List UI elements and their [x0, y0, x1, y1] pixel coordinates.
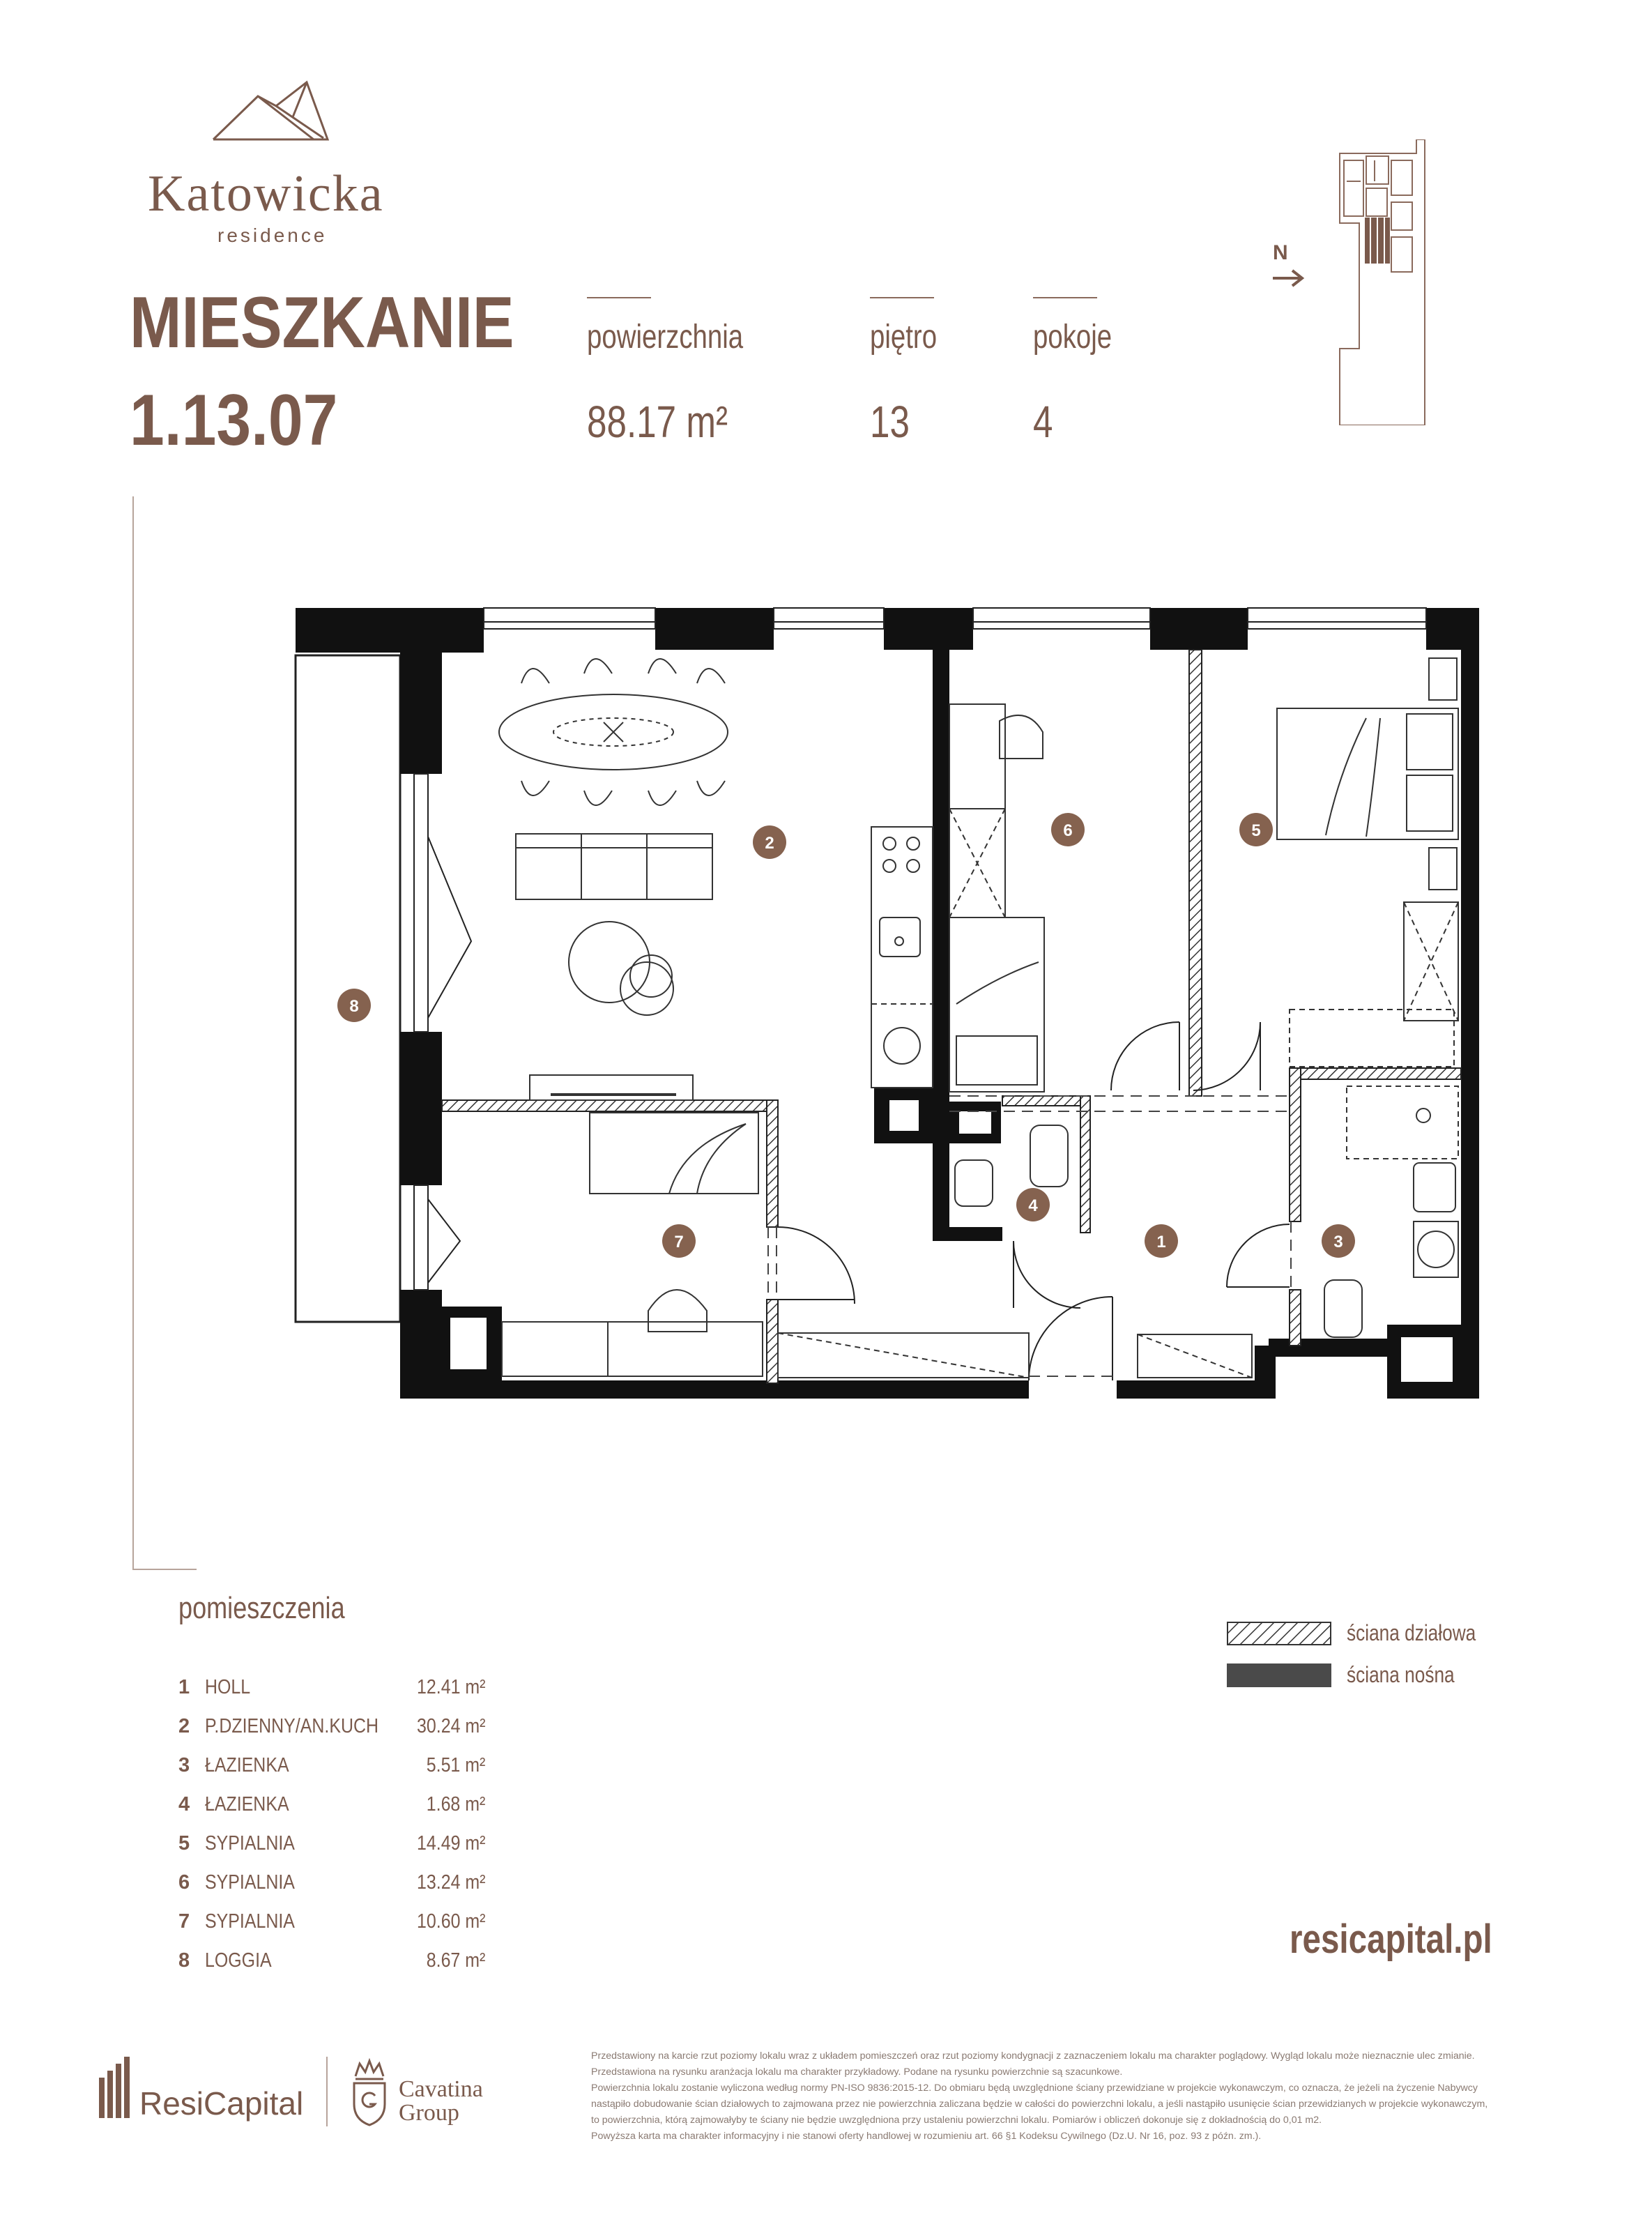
stat-divider	[870, 297, 934, 298]
room-row: 5 SYPIALNIA 14.49 m²	[178, 1832, 485, 1855]
brand-subtitle: residence	[217, 224, 328, 246]
svg-text:1: 1	[1156, 1233, 1166, 1251]
resicapital-logo: ResiCapital	[139, 2085, 304, 2122]
svg-text:8: 8	[349, 997, 359, 1016]
svg-text:7: 7	[674, 1233, 684, 1251]
resicapital-logo-icon	[98, 2057, 132, 2119]
svg-text:5: 5	[1251, 821, 1261, 840]
stat-floor-value: 13	[870, 397, 910, 447]
plan-label-8	[337, 989, 371, 1022]
room-row: 6 SYPIALNIA 13.24 m²	[178, 1871, 485, 1894]
svg-text:6: 6	[1063, 821, 1073, 840]
key-plan	[1333, 139, 1430, 425]
stat-rooms-value: 4	[1033, 397, 1053, 447]
cavatina-logo-line2: Group	[399, 2100, 459, 2126]
disclaimer-line: Powyższa karta ma charakter informacyjny i nie stanowi oferty handlowej w rozumieniu art. 66 §1 Kodeksu Cywilnego (Dz.U. Nr 16, poz. 93 z późn. zm.).	[591, 2131, 1262, 2142]
disclaimer	[591, 2048, 1490, 2145]
footer-divider	[326, 2057, 328, 2126]
cavatina-logo	[399, 2078, 483, 2125]
guide-line-vertical	[132, 496, 134, 1569]
legend-bearing-swatch	[1227, 1663, 1331, 1687]
plan-label-2	[753, 825, 786, 859]
room-row: 3 ŁAZIENKA 5.51 m²	[178, 1754, 485, 1776]
svg-text:4: 4	[1028, 1196, 1038, 1215]
website-link[interactable]: resicapital.pl	[1290, 1917, 1492, 1962]
brand-mountain-icon	[209, 77, 335, 143]
plan-label-4	[1016, 1188, 1050, 1221]
svg-text:2: 2	[765, 834, 774, 853]
plan-label-6	[1051, 813, 1085, 846]
plan-label-3	[1322, 1224, 1355, 1258]
svg-text:3: 3	[1333, 1233, 1343, 1251]
stat-divider	[587, 297, 651, 298]
apartment-number: 1.13.07	[130, 380, 338, 461]
room-row: 7 SYPIALNIA 10.60 m²	[178, 1910, 485, 1933]
guide-line-horizontal	[132, 1569, 197, 1570]
disclaimer-line: Powierzchnia lokalu zostanie wyliczona według normy PN-ISO 9836:2015-12. Do obmiaru będą uwzględnione ściany przewidziane w projekcie wykonawczym, co oznacza, że jeżeli na życzenie Nabywcy nastąpiło dobudowanie ścian działowych to zajmowana przez nie powierzchnia zaliczana będzie w całości do powierzchni lokalu, a jeśli nastąpiło usunięcie ścian przewidzianych w projekcie wykonawczym, to powierzchnia, którą zajmowałyby te ściany nie będzie uwzględniona przy ustaleniu powierzchni lokalu. Pomiarów i obliczeń dokonuje się z dokładnością do 0,01 m2.	[591, 2082, 1488, 2126]
brand-name: Katowicka	[148, 165, 384, 222]
compass-label: N	[1273, 241, 1288, 264]
disclaimer-line: Przedstawiona na rysunku aranżacja lokalu ma charakter przykładowy. Podane na rysunku powierzchnie są szacunkowe.	[591, 2066, 1123, 2078]
north-arrow-icon	[1271, 268, 1306, 289]
apartment-title: MIESZKANIE	[130, 282, 514, 363]
room-row: 8 LOGGIA 8.67 m²	[178, 1949, 485, 1972]
floor-plan	[286, 600, 1485, 1408]
room-row: 4 ŁAZIENKA 1.68 m²	[178, 1793, 485, 1815]
cavatina-logo-line1: Cavatina	[399, 2076, 483, 2102]
loggia-outline	[296, 655, 400, 1322]
stat-divider	[1033, 297, 1097, 298]
plan-label-7	[662, 1224, 696, 1258]
stat-floor-label: piętro	[870, 319, 938, 356]
legend-partition-swatch	[1227, 1622, 1331, 1645]
rooms-heading: pomieszczenia	[178, 1591, 345, 1625]
room-row: 2 P.DZIENNY/AN.KUCH 30.24 m²	[178, 1715, 485, 1737]
stat-area-value: 88.17 m²	[587, 397, 728, 447]
legend-partition-label: ściana działowa	[1347, 1620, 1476, 1645]
plan-label-1	[1145, 1224, 1178, 1258]
disclaimer-line: Przedstawiony na karcie rzut poziomy lokalu wraz z układem pomieszczeń oraz rzut poziomy kondygnacji z zaznaczeniem lokalu ma charakter poglądowy. Wygląd lokalu może nieznacznie ulec zmianie.	[591, 2050, 1475, 2062]
cavatina-crest-icon	[349, 2057, 390, 2126]
legend-bearing-label: ściana nośna	[1347, 1662, 1455, 1687]
stat-rooms-label: pokoje	[1033, 319, 1112, 356]
room-row: 1 HOLL 12.41 m²	[178, 1676, 485, 1698]
stat-area-label: powierzchnia	[587, 319, 744, 356]
plan-label-5	[1239, 813, 1273, 846]
